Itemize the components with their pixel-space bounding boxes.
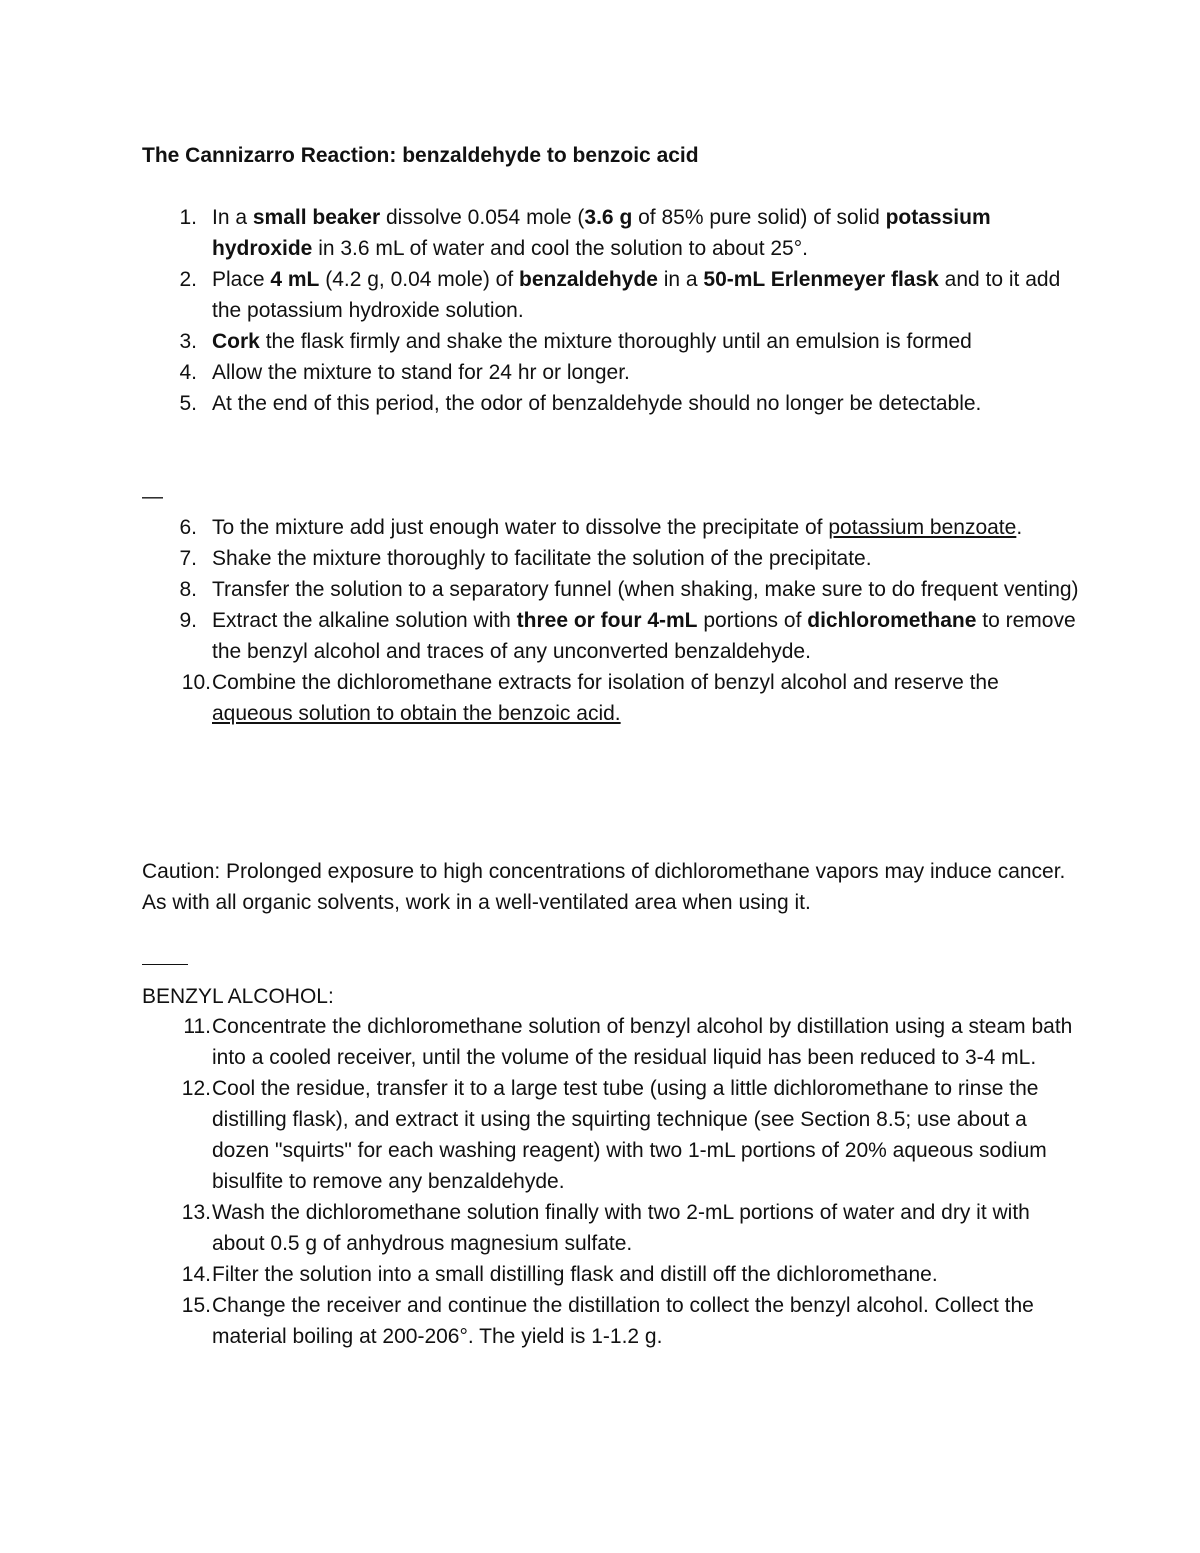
procedure-step	[142, 388, 1082, 419]
text-run: Shake the mixture thoroughly to facilitate the solution of the precipitate.	[212, 547, 872, 570]
bold-text: benzaldehyde	[519, 268, 658, 291]
bold-text: small beaker	[252, 206, 381, 229]
text-run: Extract the alkaline solution with	[212, 609, 517, 632]
text-run: dissolve 0.054 mole (	[380, 206, 585, 229]
text-run: At the end of this period, the odor of benzaldehyde should no longer be detectable.	[212, 392, 982, 415]
step-number: 2.	[179, 268, 197, 291]
procedure-step	[142, 1011, 1082, 1073]
bold-text: potassium hydroxide	[212, 206, 991, 260]
procedure-step	[142, 605, 1082, 667]
text-run: Combine the dichloromethane extracts for isolation of benzyl alcohol and reserve the	[212, 671, 999, 694]
step-text	[212, 388, 1082, 419]
step-text	[212, 357, 1082, 388]
step-number: 12.	[181, 1077, 211, 1100]
procedure-list-part1	[142, 202, 1082, 419]
procedure-step	[142, 357, 1082, 388]
step-number: 4.	[179, 361, 197, 384]
text-run: portions of	[697, 609, 808, 632]
text-run: and to it add the potassium hydroxide solution.	[212, 268, 1061, 322]
section-separator-dash: —	[142, 485, 163, 508]
underlined-text: potassium benzoate	[828, 516, 1017, 539]
step-number: 11.	[183, 1015, 211, 1038]
caution-note: Caution: Prolonged exposure to high concentrations of dichloromethane vapors may induce cancer. As with all organic solvents, work in a well-ventilated area when using it.	[142, 860, 1066, 914]
step-number: 8.	[179, 578, 197, 601]
procedure-list-benzyl	[142, 1011, 1082, 1352]
procedure-step	[142, 1259, 1082, 1290]
step-number: 1.	[179, 206, 197, 229]
step-number: 6.	[179, 516, 197, 539]
step-number: 3.	[179, 330, 197, 353]
text-run: .	[1016, 516, 1023, 539]
text-run: To the mixture add just enough water to dissolve the precipitate of	[212, 516, 829, 539]
text-run: Transfer the solution to a separatory funnel (when shaking, make sure to do frequent venting)	[212, 578, 1079, 601]
procedure-step	[142, 667, 1082, 729]
text-run: the flask firmly and shake the mixture thoroughly until an emulsion is formed	[259, 330, 972, 353]
text-run: to remove the benzyl alcohol and traces of any unconverted benzaldehyde.	[212, 609, 1076, 663]
step-number: 5.	[179, 392, 197, 415]
underlined-text: aqueous solution to obtain the benzoic acid.	[212, 702, 621, 725]
step-number: 13.	[181, 1201, 211, 1224]
text-run: Cool the residue, transfer it to a large test tube (using a little dichloromethane to rinse the distilling flask), and extract it using the squirting technique (see Section 8.5; use about a dozen "squirts" for each washing reagent) with two 1-mL portions of 20% aqueous sodium bisulfite to remove any benzaldehyde.	[212, 1077, 1047, 1193]
step-number: 10.	[181, 671, 211, 694]
text-run: Allow the mixture to stand for 24 hr or longer.	[212, 361, 630, 384]
bold-text: three or four 4-mL	[516, 609, 698, 632]
step-text	[212, 1073, 1082, 1197]
step-number: 7.	[179, 547, 197, 570]
procedure-step	[142, 326, 1082, 357]
step-text	[212, 1011, 1082, 1073]
step-text	[212, 264, 1082, 326]
procedure-step	[142, 574, 1082, 605]
document-title: The Cannizarro Reaction: benzaldehyde to benzoic acid	[142, 144, 699, 167]
procedure-list-part2	[142, 512, 1082, 729]
procedure-step	[142, 1073, 1082, 1197]
procedure-step	[142, 264, 1082, 326]
procedure-step	[142, 543, 1082, 574]
bold-text: 3.6 g	[584, 206, 633, 229]
step-text	[212, 1259, 1082, 1290]
step-text	[212, 512, 1082, 543]
benzyl-alcohol-heading: BENZYL ALCOHOL:	[142, 985, 334, 1008]
step-text	[212, 543, 1082, 574]
procedure-step	[142, 512, 1082, 543]
step-text	[212, 1290, 1082, 1352]
text-run: in a	[657, 268, 704, 291]
horizontal-rule	[142, 964, 188, 965]
text-run: of 85% pure solid) of solid	[632, 206, 886, 229]
step-text	[212, 202, 1082, 264]
bold-text: Cork	[212, 330, 260, 353]
bold-text: 4 mL	[270, 268, 320, 291]
procedure-step	[142, 1290, 1082, 1352]
step-number: 15.	[181, 1294, 211, 1317]
text-run: (4.2 g, 0.04 mole) of	[319, 268, 519, 291]
step-text	[212, 605, 1082, 667]
step-number: 9.	[179, 609, 197, 632]
step-text	[212, 667, 1082, 729]
text-run: Wash the dichloromethane solution finally with two 2-mL portions of water and dry it with about 0.5 g of anhydrous magnesium sulfate.	[212, 1201, 1030, 1255]
step-text	[212, 1197, 1082, 1259]
procedure-step	[142, 1197, 1082, 1259]
text-run: Place	[212, 268, 271, 291]
text-run: In a	[212, 206, 253, 229]
step-number: 14.	[181, 1263, 211, 1286]
bold-text: dichloromethane	[807, 609, 977, 632]
procedure-step	[142, 202, 1082, 264]
step-text	[212, 326, 1082, 357]
text-run: in 3.6 mL of water and cool the solution to about 25°.	[312, 237, 808, 260]
bold-text: 50-mL Erlenmeyer flask	[703, 268, 939, 291]
text-run: Concentrate the dichloromethane solution of benzyl alcohol by distillation using a steam bath into a cooled receiver, until the volume of the residual liquid has been reduced to 3-4 mL.	[212, 1015, 1073, 1069]
text-run: Change the receiver and continue the distillation to collect the benzyl alcohol. Collect the material boiling at 200-206°. The yield is 1-1.2 g.	[212, 1294, 1034, 1348]
text-run: Filter the solution into a small distilling flask and distill off the dichloromethane.	[212, 1263, 938, 1286]
step-text	[212, 574, 1082, 605]
